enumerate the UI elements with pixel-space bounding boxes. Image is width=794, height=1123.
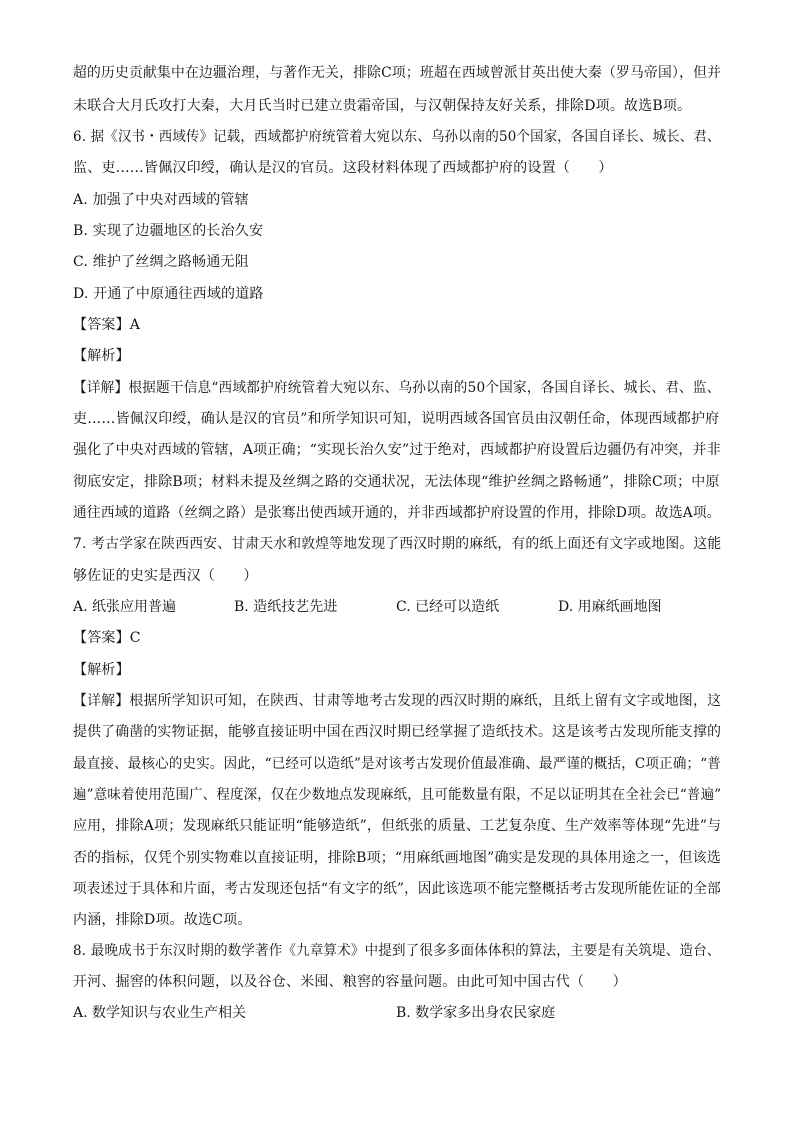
q7-option-d: D. 用麻纸画地图 (558, 599, 662, 615)
q6-option-a: A. 加强了中央对西域的管辖 (73, 192, 249, 208)
q7-stem-line-2: 够佐证的史实是西汉（ ） (73, 568, 258, 584)
q6-detail-line-2: 吏……皆佩汉印绶，确认是汉的官员”和所学知识可知，说明西域各国官员由汉朝任命，体现西域都护府 (73, 411, 720, 427)
q6-option-c: C. 维护了丝绸之路畅通无阻 (73, 254, 249, 270)
q7-detail-line-5: 应用，排除A项；发现麻纸只能证明“能够造纸”，但纸张的质量、工艺复杂度、生产效率等体现“先进”与 (73, 818, 722, 834)
q6-detail-line-3: 强化了中央对西域的管辖，A项正确；“实现长治久安”过于绝对，西域都护府设置后边疆仍有冲突，并非 (73, 442, 721, 458)
q7-stem-line-1: 7. 考古学家在陕西西安、甘肃天水和敦煌等地发现了西汉时期的麻纸，有的纸上面还有文字或地图。这能 (73, 536, 722, 552)
q6-detail-line-5: 通往西域的道路（丝绸之路）是张骞出使西域开通的，并非西域都护府设置的作用，排除D项。故选A项。 (73, 505, 721, 521)
q6-option-b: B. 实现了边疆地区的长治久安 (73, 223, 264, 239)
q6-detail-line-4: 彻底安定，排除B项；材料未提及丝绸之路的交通状况，无法体现“维护丝绸之路畅通”，排除C项；中原 (73, 474, 720, 490)
q7-detail-line-2: 提供了确凿的实物证据，能够直接证明中国在西汉时期已经掌握了造纸技术。这是该考古发现所能支撑的 (73, 724, 722, 740)
prev-analysis-line-1: 超的历史贡献集中在边疆治理，与著作无关，排除C项；班超在西域曾派甘英出使大秦（罗马帝国），但并 (73, 65, 722, 81)
q7-detail-line-4: 遍”意味着使用范围广、程度深，仅在少数地点发现麻纸，且可能数量有限，不足以证明其在全社会已“普遍” (73, 787, 722, 803)
q7-detail-line-3: 最直接、最核心的史实。因此，“已经可以造纸”是对该考古发现价值最准确、最严谨的概括，C项正确；“普 (73, 756, 721, 772)
q7-detail-line-8: 内涵，排除D项。故选C项。 (73, 912, 252, 928)
q6-answer: 【答案】A (73, 317, 141, 333)
q8-stem-line-2: 开河、掘窖的体积问题，以及谷仓、米囤、粮窖的容量问题。由此可知中国古代（ ） (73, 974, 627, 990)
q6-stem-line-2: 监、吏……皆佩汉印绶，确认是汉的官员。这段材料体现了西域都护府的设置（ ） (73, 160, 613, 176)
q7-analysis-label: 【解析】 (73, 662, 130, 678)
q7-option-c: C. 已经可以造纸 (396, 599, 500, 615)
prev-analysis-line-2: 未联合大月氏攻打大秦，大月氏当时已建立贵霜帝国，与汉朝保持友好关系，排除D项。故选B项。 (73, 98, 692, 114)
q8-option-b: B. 数学家多出身农民家庭 (396, 1005, 556, 1021)
q6-stem-line-1: 6. 据《汉书・西域传》记载，西域都护府统管着大宛以东、乌孙以南的50个国家，各国自译长、城长、君、 (73, 129, 721, 145)
q8-stem-line-1: 8. 最晚成书于东汉时期的数学著作《九章算术》中提到了很多多面体体积的算法，主要是有关筑堤、造台、 (73, 943, 721, 959)
q7-detail-line-7: 项表述过于具体和片面，考古发现还包括“有文字的纸”，因此该选项不能完整概括考古发现所能佐证的全部 (73, 881, 721, 897)
q7-option-a: A. 纸张应用普遍 (73, 599, 177, 615)
q6-detail-line-1: 【详解】根据题干信息“西域都护府统管着大宛以东、乌孙以南的50个国家，各国自译长、城长、君、监、 (73, 380, 721, 396)
q6-analysis-label: 【解析】 (73, 348, 130, 364)
q7-answer: 【答案】C (73, 630, 141, 646)
q6-option-d: D. 开通了中原通往西域的道路 (73, 286, 264, 302)
q7-detail-line-6: 否的指标，仅凭个别实物难以直接证明，排除B项；“用麻纸画地图”确实是发现的具体用途之一，但该选 (73, 850, 721, 866)
q8-option-a: A. 数学知识与农业生产相关 (73, 1005, 247, 1021)
q7-detail-line-1: 【详解】根据所学知识可知，在陕西、甘肃等地考古发现的西汉时期的麻纸，且纸上留有文字或地图，这 (73, 693, 722, 709)
q7-option-b: B. 造纸技艺先进 (234, 599, 338, 615)
